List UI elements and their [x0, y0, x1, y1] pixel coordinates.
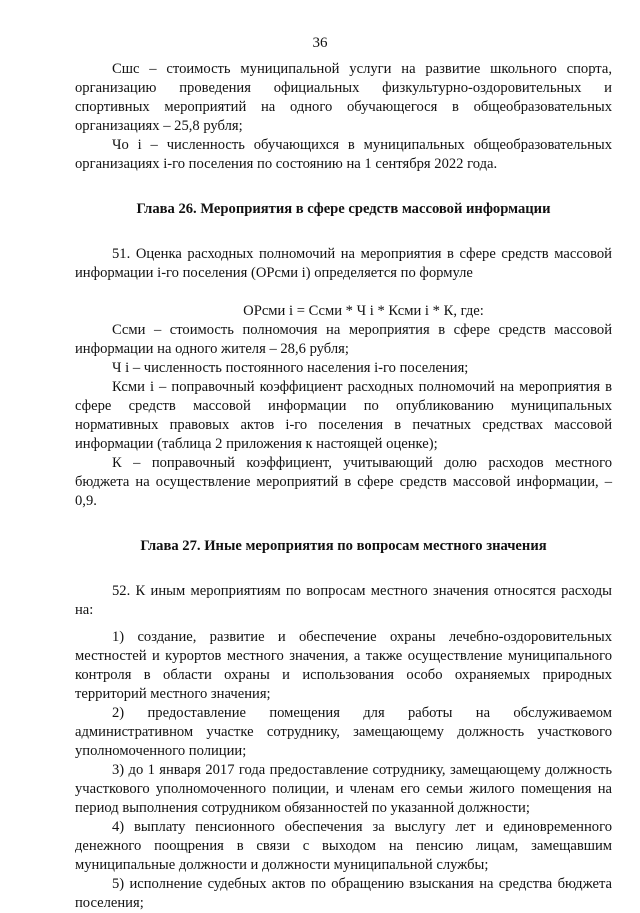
list-item-2: 2) предоставление помещения для работы на обслуживаемом административном участке сотруднику, замещающему должность участкового уполномоченного полиции;: [75, 705, 612, 759]
paragraph-k: К – поправочный коэффициент, учитывающий долю расходов местного бюджета на осуществление мероприятий в сфере средств массовой информации, – 0,9.: [75, 455, 612, 509]
list-item-5: 5) исполнение судебных актов по обращению взыскания на средства бюджета поселения;: [75, 876, 612, 911]
paragraph-ssmi: Ссми – стоимость полномочия на мероприятия в сфере средств массовой информации на одного жителя – 28,6 рубля;: [75, 322, 612, 357]
paragraph-ksmi: Ксми i – поправочный коэффициент расходных полномочий на мероприятия в сфере средств массовой информации по опубликованию муниципальных нормативных правовых актов i-го поселения в печатных средствах массовой информации (таблица 2 приложения к настоящей оценке);: [75, 379, 612, 452]
list-item-1: 1) создание, развитие и обеспечение охраны лечебно-оздоровительных местностей и курортов местного значения, а также осуществление муниципального контроля в области охраны и использования особо охраняемых природных территорий местного значения;: [75, 629, 612, 702]
paragraph-cshc: Сшс – стоимость муниципальной услуги на развитие школьного спорта, организацию проведения официальных физкультурно-оздоровительных и спортивных мероприятий на одного обучающегося в общеобразовательных организациях – 25,8 рубля;: [75, 61, 612, 134]
paragraph-chi: Ч i – численность постоянного населения i-го поселения;: [112, 360, 469, 376]
page-body: [75, 60, 612, 913]
chapter-27-title: Глава 27. Иные мероприятия по вопросам местного значения: [140, 538, 547, 554]
paragraph-cho: Чо i – численность обучающихся в муниципальных общеобразовательных организациях i-го поселения по состоянию на 1 сентября 2022 года.: [75, 137, 612, 172]
list-item-3: 3) до 1 января 2017 года предоставление сотруднику, замещающему должность участкового уполномоченного полиции, и членам его семьи жилого помещения на период выполнения сотрудником обязанностей по указанной должности;: [75, 762, 612, 816]
formula-orsmi: ОРсми i = Ссми * Ч i * Ксми i * К, где:: [243, 303, 484, 319]
page-number: 36: [312, 35, 328, 51]
list-item-4: 4) выплату пенсионного обеспечения за выслугу лет и единовременного денежного поощрения в связи с выходом на пенсию лицам, замещавшим муниципальные должности и должности муниципальной службы;: [75, 819, 612, 873]
chapter-26-title: Глава 26. Мероприятия в сфере средств массовой информации: [136, 201, 551, 217]
paragraph-52: 52. К иным мероприятиям по вопросам местного значения относятся расходы на:: [75, 583, 612, 618]
paragraph-51: 51. Оценка расходных полномочий на мероприятия в сфере средств массовой информации i-го поселения (ОРсми i) определяется по формуле: [75, 246, 612, 281]
